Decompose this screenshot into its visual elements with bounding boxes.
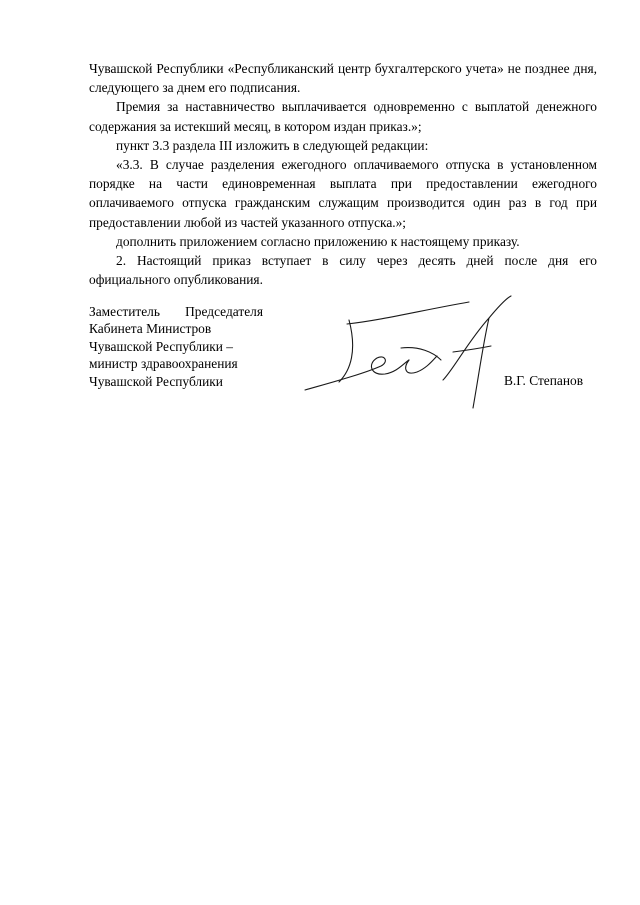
- signatory-position: [89, 303, 289, 390]
- paragraph-continuation: Чувашской Республики «Республиканский центр бухгалтерского учета» не позднее дня, следующего за днем его подписания.: [89, 61, 597, 96]
- position-word: Председателя: [185, 304, 263, 319]
- paragraph-effective-date: 2. Настоящий приказ вступает в силу через десять дней после дня его официального опубликования.: [89, 253, 597, 288]
- position-line: [89, 303, 263, 320]
- paragraph-add-appendix: дополнить приложением согласно приложению к настоящему приказу.: [116, 233, 520, 249]
- signatory-name: В.Г. Степанов: [504, 373, 584, 388]
- position-line: Чувашской Республики –: [89, 338, 233, 354]
- paragraph-amend-clause: пункт 3.3 раздела III изложить в следующей редакции:: [116, 137, 429, 153]
- position-line: министр здравоохранения: [89, 356, 238, 372]
- paragraph-mentorship-bonus: Премия за наставничество выплачивается одновременно с выплатой денежного содержания за истекший месяц, в котором издан приказ.»;: [89, 99, 597, 134]
- position-word: Заместитель: [89, 304, 160, 319]
- paragraph-clause-3-3: «3.3. В случае разделения ежегодного оплачиваемого отпуска в установленном порядке на части единовременная выплата при предоставлении ежегодного оплачиваемого отпуска гражданским служащим производится один раз в год при предоставлении любой из частей указанного отпуска.»;: [89, 157, 597, 230]
- handwritten-signature: [293, 290, 523, 410]
- position-line: Кабинета Министров: [89, 321, 212, 337]
- document-body: [89, 59, 597, 289]
- position-line: Чувашской Республики: [89, 373, 223, 389]
